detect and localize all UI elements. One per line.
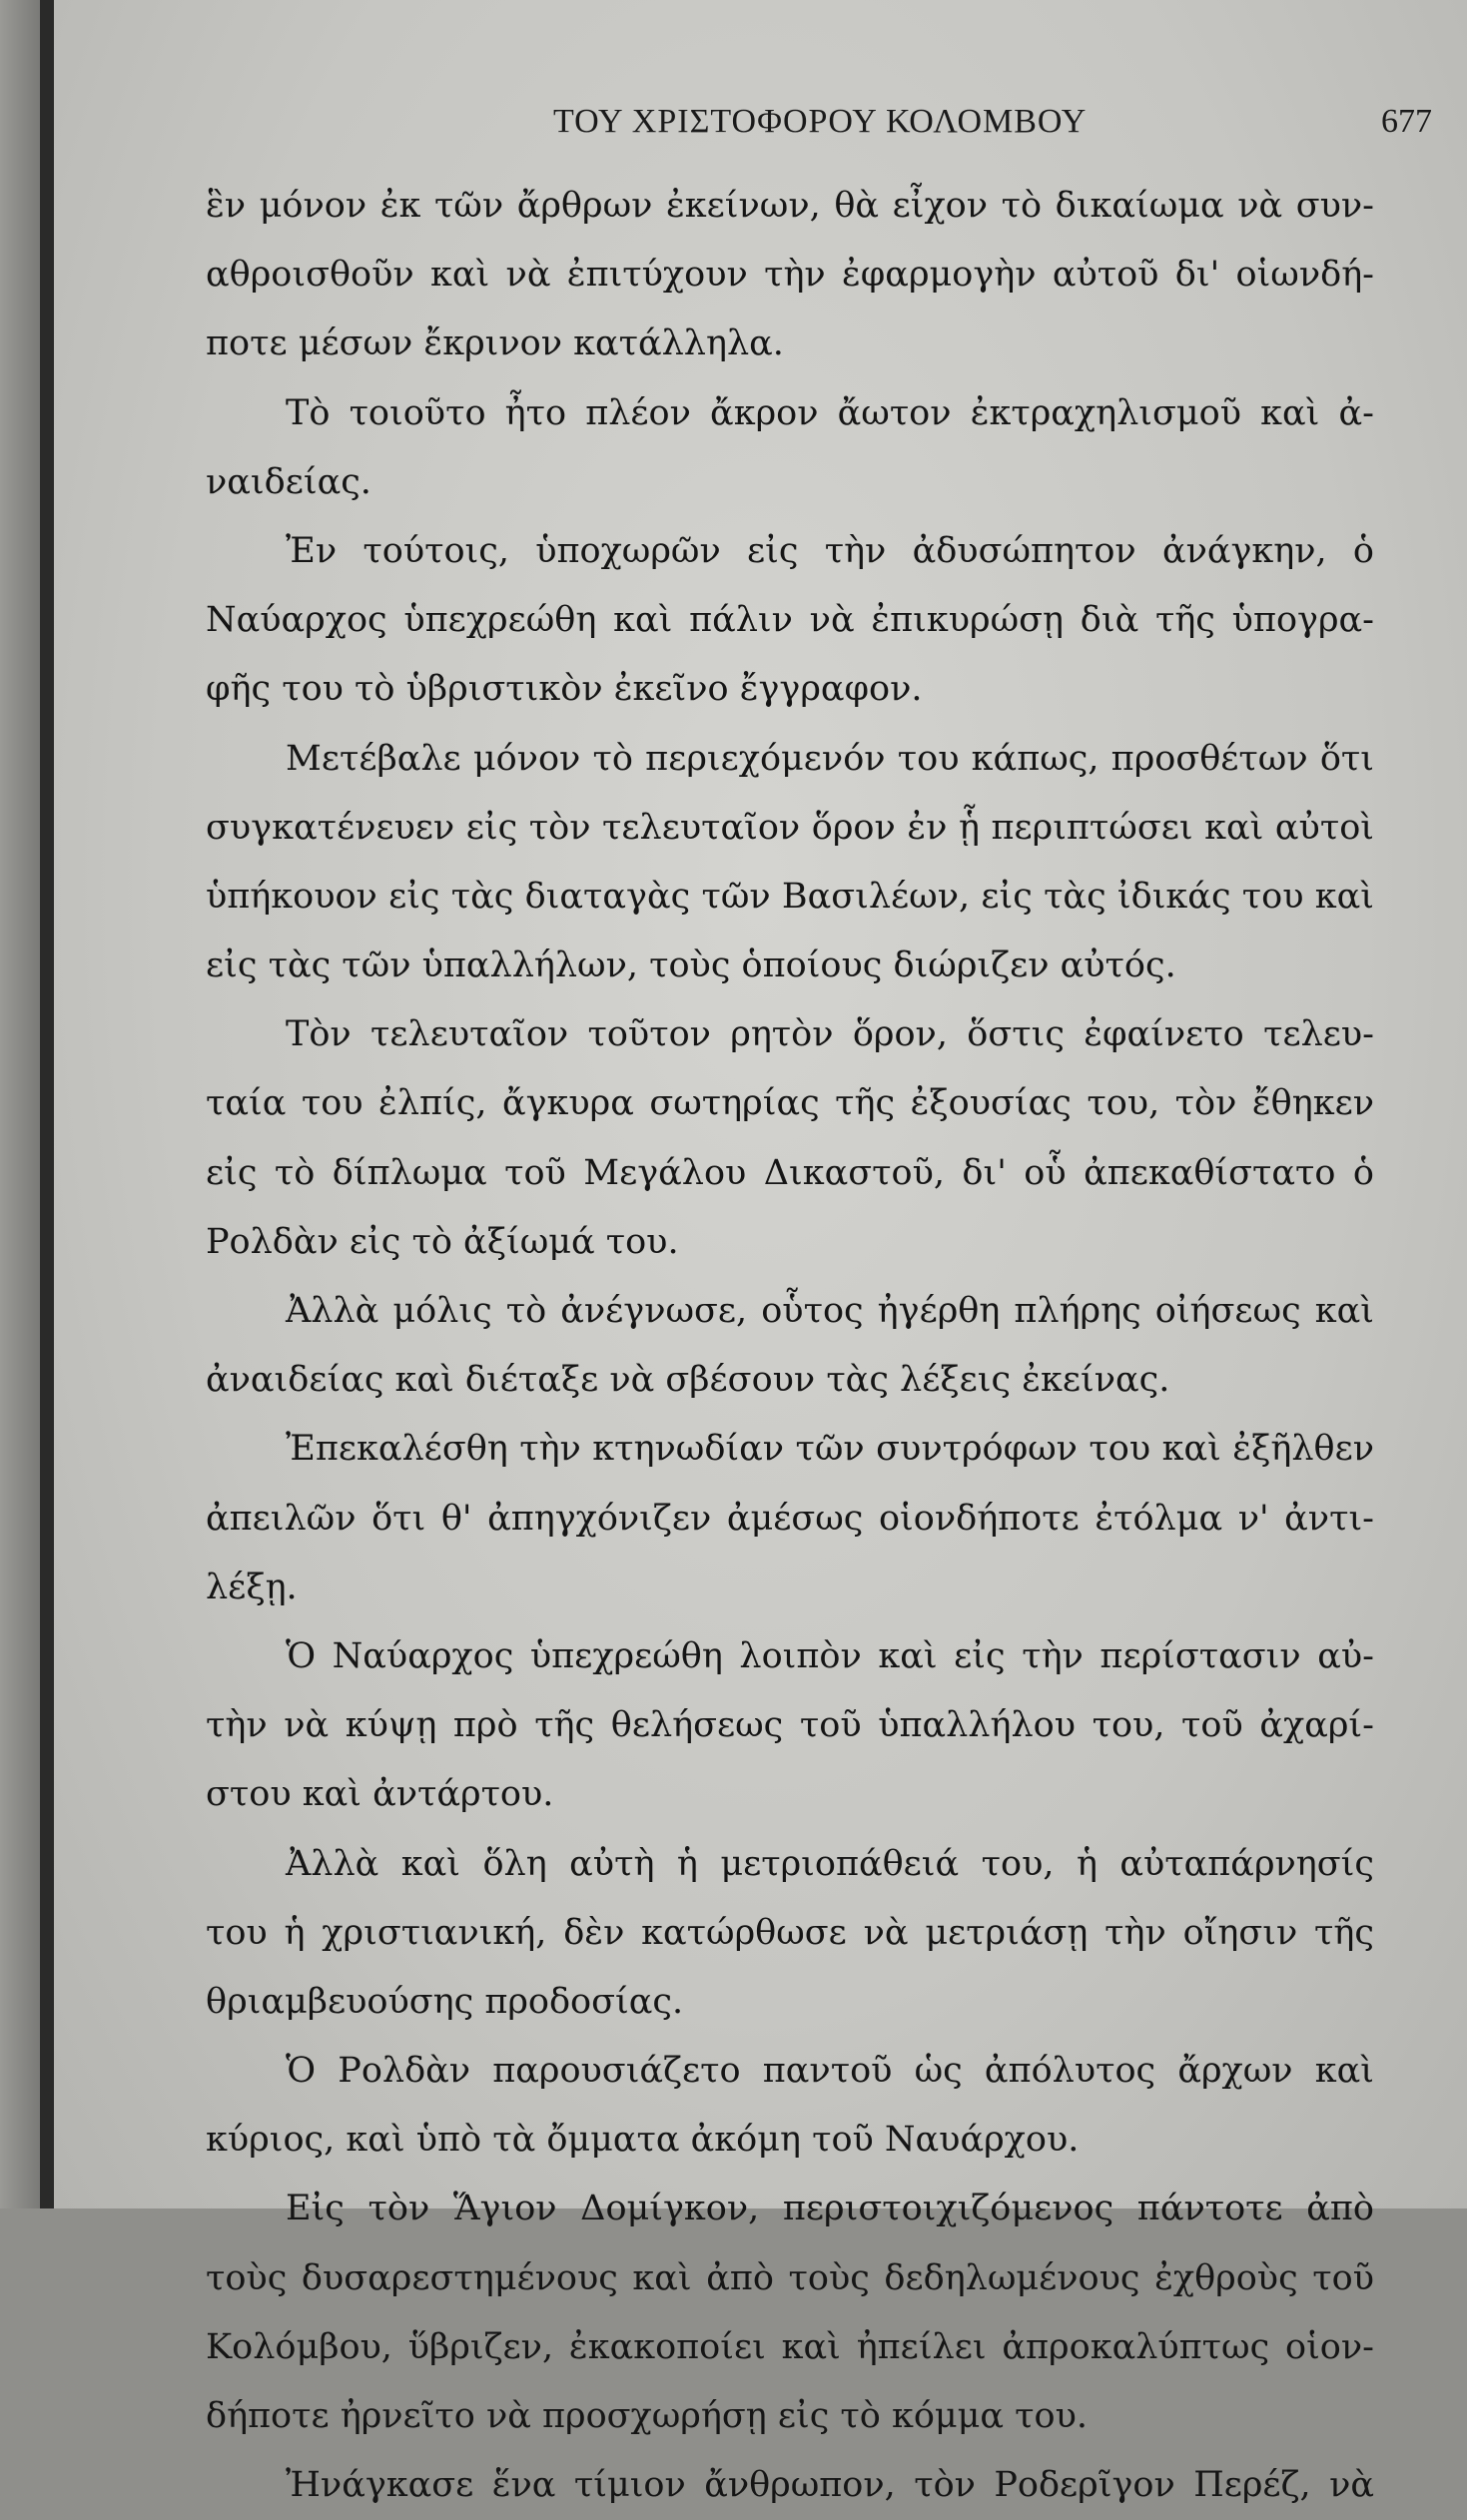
text-line: Ἐν τούτοις, ὑποχωρῶν εἰς τὴν ἀδυσώπητον ἀνάγκην, ὁ bbox=[286, 530, 1374, 571]
text-line: αθροισθοῦν καὶ νὰ ἐπιτύχουν τὴν ἐφαρμογὴν αὐτοῦ δι' οἱωνδή- bbox=[206, 255, 1374, 296]
text-line: στου καὶ ἀντάρτου. bbox=[206, 1774, 554, 1815]
text-line: συγκατένευεν εἰς τὸν τελευταῖον ὅρον ἐν ᾗ περιπτώσει καὶ αὐτοὶ bbox=[206, 807, 1374, 848]
text-line: Τὸ τοιοῦτο ἦτο πλέον ἄκρον ἄωτον ἐκτραχηλισμοῦ καὶ ἀ- bbox=[286, 392, 1374, 433]
text-line: ὑπήκουον εἰς τὰς διαταγὰς τῶν Βασιλέων, εἰς τὰς ἰδικάς του καὶ bbox=[206, 876, 1374, 917]
text-line: Ὁ Ναύαρχος ὑπεχρεώθη λοιπὸν καὶ εἰς τὴν περίστασιν αὐ- bbox=[286, 1635, 1374, 1676]
text-line: τοὺς δυσαρεστημένους καὶ ἀπὸ τοὺς δεδηλωμένους ἐχθροὺς τοῦ bbox=[206, 2257, 1374, 2298]
text-line: ἀπειλῶν ὅτι θ' ἀπηγχόνιζεν ἀμέσως οἱονδήποτε ἐτόλμα ν' ἀντι- bbox=[206, 1498, 1374, 1539]
text-line: Μετέβαλε μόνον τὸ περιεχόμενόν του κάπως, προσθέτων ὅτι bbox=[286, 738, 1374, 779]
text-line: δήποτε ἠρνεῖτο νὰ προσχωρήσῃ εἰς τὸ κόμμα του. bbox=[206, 2396, 1089, 2436]
text-line: Τὸν τελευταῖον τοῦτον ρητὸν ὅρον, ὅστις ἐφαίνετο τελευ- bbox=[286, 1014, 1374, 1055]
text-line: ἓν μόνον ἐκ τῶν ἄρθρων ἐκείνων, θὰ εἶχον τὸ δικαίωμα νὰ συν- bbox=[206, 186, 1374, 226]
page-number: 677 bbox=[1381, 103, 1432, 140]
text-line: Ὁ Ρολδὰν παρουσιάζετο παντοῦ ὡς ἀπόλυτος ἄρχων καὶ bbox=[286, 2051, 1374, 2092]
book-gutter bbox=[40, 0, 54, 2208]
text-line: Εἰς τὸν Ἅγιον Δομίγκον, περιστοιχιζόμενος πάντοτε ἀπὸ bbox=[286, 2189, 1374, 2229]
text-line: ἀναιδείας καὶ διέταξε νὰ σβέσουν τὰς λέξεις ἐκείνας. bbox=[206, 1360, 1170, 1401]
body-text bbox=[206, 172, 1374, 2520]
text-line: Ἠνάγκασε ἕνα τίμιον ἄνθρωπον, τὸν Ροδερῖγον Περέζ, νὰ bbox=[286, 2465, 1374, 2506]
text-line: τὴν νὰ κύψῃ πρὸ τῆς θελήσεως τοῦ ὑπαλλήλου του, τοῦ ἀχαρί- bbox=[206, 1705, 1374, 1746]
text-line: εἰς τὸ δίπλωμα τοῦ Μεγάλου Δικαστοῦ, δι' οὗ ἀπεκαθίστατο ὁ bbox=[206, 1152, 1374, 1193]
text-line: Ἀλλὰ καὶ ὅλη αὐτὴ ἡ μετριοπάθειά του, ἡ αὐταπάρνησίς bbox=[286, 1843, 1374, 1884]
text-line: λέξῃ. bbox=[206, 1567, 298, 1607]
text-line: φῆς του τὸ ὑβριστικὸν ἐκεῖνο ἔγγραφον. bbox=[206, 669, 923, 710]
running-title: ΤΟΥ ΧΡΙΣΤΟΦΟΡΟΥ ΚΟΛΟΜΒΟΥ bbox=[553, 103, 1088, 140]
text-line: του ἡ χριστιανική, δὲν κατώρθωσε νὰ μετριάσῃ τὴν οἴησιν τῆς bbox=[206, 1912, 1374, 1953]
text-line: εἰς τὰς τῶν ὑπαλλήλων, τοὺς ὁποίους διώριζεν αὐτός. bbox=[206, 945, 1176, 986]
text-line: Κολόμβου, ὕβριζεν, ἐκακοποίει καὶ ἠπείλει ἀπροκαλύπτως οἱον- bbox=[206, 2326, 1374, 2367]
text-line: Ρολδὰν εἰς τὸ ἀξίωμά του. bbox=[206, 1221, 679, 1262]
text-line: θριαμβευούσης προδοσίας. bbox=[206, 1981, 684, 2022]
text-line: κύριος, καὶ ὑπὸ τὰ ὄμματα ἀκόμη τοῦ Ναυάρχου. bbox=[206, 2120, 1080, 2161]
text-line: ποτε μέσων ἔκρινον κατάλληλα. bbox=[206, 323, 784, 364]
text-line: Ναύαρχος ὑπεχρεώθη καὶ πάλιν νὰ ἐπικυρώσῃ διὰ τῆς ὑπογρα- bbox=[206, 600, 1374, 641]
page-header bbox=[493, 103, 1432, 153]
text-line: ταία του ἐλπίς, ἄγκυρα σωτηρίας τῆς ἐξουσίας του, τὸν ἔθηκεν bbox=[206, 1083, 1374, 1124]
text-line: Ἀλλὰ μόλις τὸ ἀνέγνωσε, οὗτος ἠγέρθη πλήρης οἰήσεως καὶ bbox=[286, 1291, 1374, 1331]
text-line: ναιδείας. bbox=[206, 461, 371, 502]
book-left-edge bbox=[0, 0, 40, 2208]
text-line: Ἐπεκαλέσθη τὴν κτηνωδίαν τῶν συντρόφων του καὶ ἐξῆλθεν bbox=[286, 1429, 1374, 1470]
